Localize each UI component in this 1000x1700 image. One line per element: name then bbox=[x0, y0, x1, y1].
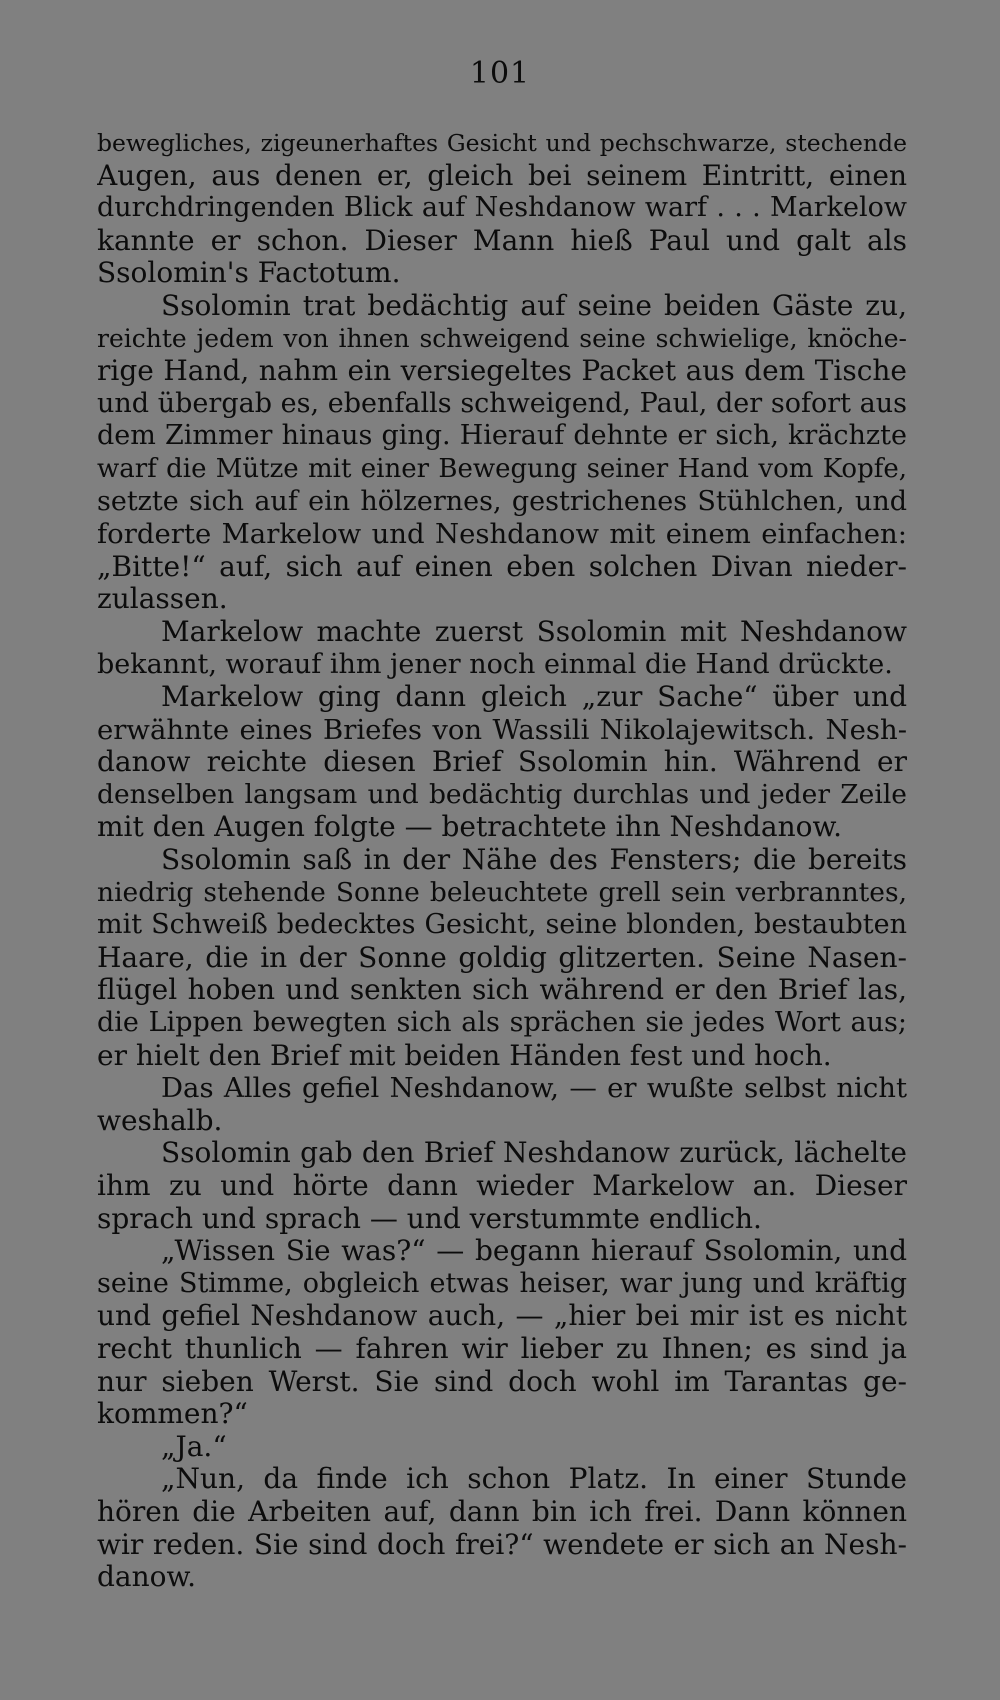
text-line: ihm zu und hörte dann wieder Markelow an. Dieser bbox=[97, 1170, 907, 1202]
text-line: und gefiel Neshdanow auch, — „hier bei mir ist es nicht bbox=[97, 1300, 907, 1333]
text-line: rige Hand, nahm ein versiegeltes Packet aus dem Tische bbox=[97, 355, 907, 388]
text-line: wir reden. Sie sind doch frei?“ wendete er sich an Nesh- bbox=[97, 1528, 907, 1561]
text-line: niedrig stehende Sonne beleuchtete grell sein verbranntes, bbox=[97, 876, 907, 908]
text-line: bewegliches, zigeunerhaftes Gesicht und pechschwarze, stechende bbox=[97, 129, 907, 157]
text-line: bekannt, worauf ihm jener noch einmal die Hand drückte. bbox=[97, 648, 893, 680]
text-line: durchdringenden Blick auf Neshdanow warf . . . Markelow bbox=[97, 192, 907, 224]
text-line: zulassen. bbox=[97, 583, 228, 616]
text-line: mit Schweiß bedecktes Gesicht, seine blonden, bestaubten bbox=[97, 909, 907, 941]
text-line: er hielt den Brief mit beiden Händen fest und hoch. bbox=[97, 1039, 832, 1072]
text-line: dem Zimmer hinaus ging. Hierauf dehnte er sich, krächzte bbox=[97, 420, 907, 452]
text-line: weshalb. bbox=[97, 1104, 223, 1137]
text-line: setzte sich auf ein hölzernes, gestrichenes Stühlchen, und bbox=[97, 485, 907, 517]
text-line: warf die Mütze mit einer Bewegung seiner Hand vom Kopfe, bbox=[97, 453, 907, 484]
text-line: flügel hoben und senkten sich während er den Brief las, bbox=[97, 974, 907, 1007]
text-line: Augen, aus denen er, gleich bei seinem Eintritt, einen bbox=[97, 159, 907, 192]
text-line: die Lippen bewegten sich als sprächen sie jedes Wort aus; bbox=[97, 1007, 907, 1039]
text-line: reichte jedem von ihnen schweigend seine schwielige, knöche- bbox=[97, 323, 907, 353]
text-line: Ssolomin trat bedächtig auf seine beiden Gäste zu, bbox=[161, 289, 907, 322]
text-line: kannte er schon. Dieser Mann hieß Paul und galt als bbox=[97, 224, 907, 257]
text-line: Ssolomin's Factotum. bbox=[97, 257, 401, 290]
text-line: „Bitte!“ auf, sich auf einen eben solchen Divan nieder- bbox=[97, 550, 907, 583]
text-line: mit den Augen folgte — betrachtete ihn Neshdanow. bbox=[97, 811, 843, 844]
text-line: Das Alles gefiel Neshdanow, — er wußte selbst nicht bbox=[161, 1072, 907, 1105]
text-line: Haare, die in der Sonne goldig glitzerten. Seine Nasen- bbox=[97, 941, 907, 974]
page-number: 101 bbox=[469, 56, 531, 91]
text-line: nur sieben Werst. Sie sind doch wohl im Tarantas ge- bbox=[97, 1365, 907, 1398]
text-line: sprach und sprach — und verstummte endlich. bbox=[97, 1202, 762, 1235]
text-line: danow reichte diesen Brief Ssolomin hin. Während er bbox=[97, 746, 907, 779]
text-line: Markelow machte zuerst Ssolomin mit Neshdanow bbox=[161, 615, 907, 648]
text-line: denselben langsam und bedächtig durchlas und jeder Zeile bbox=[97, 778, 907, 810]
text-line: kommen?“ bbox=[97, 1398, 248, 1431]
text-line: seine Stimme, obgleich etwas heiser, war jung und kräftig bbox=[97, 1267, 907, 1299]
text-line: „Wissen Sie was?“ — begann hierauf Ssolomin, und bbox=[161, 1235, 907, 1268]
text-line: forderte Markelow und Neshdanow mit einem einfachen: bbox=[97, 518, 907, 551]
text-line: hören die Arbeiten auf, dann bin ich frei. Dann können bbox=[97, 1495, 907, 1528]
text-line: erwähnte eines Briefes von Wassili Nikolajewitsch. Nesh- bbox=[97, 713, 907, 746]
text-line: „Ja.“ bbox=[161, 1430, 227, 1463]
text-line: Ssolomin saß in der Nähe des Fensters; die bereits bbox=[161, 844, 907, 877]
text-line: danow. bbox=[97, 1561, 197, 1594]
text-line: „Nun, da finde ich schon Platz. In einer Stunde bbox=[161, 1463, 907, 1496]
text-line: und übergab es, ebenfalls schweigend, Paul, der sofort aus bbox=[97, 387, 907, 419]
body-text bbox=[97, 127, 907, 1594]
text-line: Ssolomin gab den Brief Neshdanow zurück, lächelte bbox=[161, 1137, 907, 1170]
text-line: Markelow ging dann gleich „zur Sache“ über und bbox=[161, 681, 907, 714]
text-line: recht thunlich — fahren wir lieber zu Ihnen; es sind ja bbox=[97, 1332, 907, 1365]
